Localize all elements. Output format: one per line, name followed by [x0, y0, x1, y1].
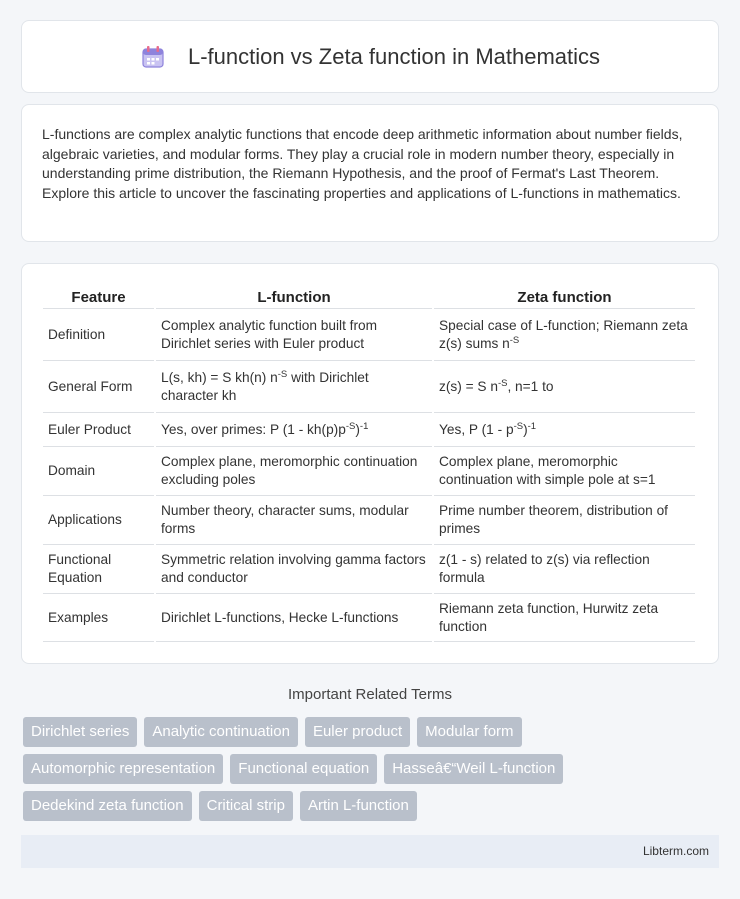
- row-l-function: Yes, over primes: P $(1 - kh(p)p^{-S})^{-1}$: [156, 412, 432, 446]
- footer: [21, 835, 719, 868]
- tag-analytic-continuation[interactable]: Analytic continuation: [144, 717, 298, 747]
- table-row: [43, 446, 695, 495]
- row-zeta-function: Yes, P $(1 - p^{-S})^{-1}$: [434, 412, 695, 446]
- tag-modular-form[interactable]: Modular form: [417, 717, 521, 747]
- tag-hasse-weil-l-function[interactable]: Hasseâ€“Weil L-function: [384, 754, 563, 784]
- title-card: [21, 20, 719, 93]
- row-zeta-function: Riemann zeta function, Hurwitz zeta function: [434, 593, 695, 642]
- tag-artin-l-function[interactable]: Artin L-function: [300, 791, 417, 821]
- row-feature: General Form: [43, 360, 154, 412]
- row-l-function: Complex plane, meromorphic continuation excluding poles: [156, 446, 432, 495]
- comparison-card: [21, 263, 719, 664]
- row-feature: Applications: [43, 495, 154, 544]
- header-feature: Feature: [71, 289, 126, 306]
- table-header-row: [43, 284, 695, 308]
- intro-card: [21, 104, 719, 242]
- tag-row: [23, 717, 723, 747]
- footer-site-link[interactable]: Libterm.com: [642, 844, 709, 858]
- calendar-icon: [140, 44, 166, 70]
- row-zeta-function: Prime number theorem, distribution of primes: [434, 495, 695, 544]
- row-feature: Domain: [43, 446, 154, 495]
- table-row: [43, 412, 695, 446]
- row-feature: Examples: [43, 593, 154, 642]
- row-l-function: Number theory, character sums, modular forms: [156, 495, 432, 544]
- related-terms: [23, 717, 723, 828]
- tag-dirichlet-series[interactable]: Dirichlet series: [23, 717, 137, 747]
- tag-automorphic-representation[interactable]: Automorphic representation: [23, 754, 223, 784]
- intro-text: L-functions are complex analytic functions that encode deep arithmetic information about number fields, algebraic varieties, and modular forms. They play a crucial role in modern number theory, especially in understanding prime distribution, the Riemann Hypothesis, and the proof of Fermat's Last Theorem. Explore this article to uncover the fascinating properties and applications of L-functions in mathematics.: [42, 126, 683, 201]
- row-zeta-function: Complex plane, meromorphic continuation with simple pole at s=1: [434, 446, 695, 495]
- comparison-table: [41, 284, 697, 642]
- tag-euler-product[interactable]: Euler product: [305, 717, 410, 747]
- row-feature: Euler Product: [43, 412, 154, 446]
- row-feature: Definition: [43, 308, 154, 360]
- table-row: [43, 593, 695, 642]
- row-feature: Functional Equation: [43, 544, 154, 593]
- row-l-function: Complex analytic function built from Dirichlet series with Euler product: [156, 308, 432, 360]
- header-l-function: L-function: [257, 289, 331, 306]
- row-zeta-function: z(s) = S $n^{-S}$, n=1 to: [434, 360, 695, 412]
- tag-row: [23, 791, 723, 821]
- row-l-function: Symmetric relation involving gamma factors and conductor: [156, 544, 432, 593]
- table-row: [43, 495, 695, 544]
- table-row: [43, 360, 695, 412]
- tag-functional-equation[interactable]: Functional equation: [230, 754, 377, 784]
- row-zeta-function: z(1 - s) related to z(s) via reflection formula: [434, 544, 695, 593]
- page-title: L-function vs Zeta function in Mathematics: [187, 43, 601, 69]
- tag-critical-strip[interactable]: Critical strip: [199, 791, 293, 821]
- tag-row: [23, 754, 723, 784]
- row-zeta-function: Special case of L-function; Riemann zeta z(s) sums $n^{-S}$: [434, 308, 695, 360]
- tag-dedekind-zeta-function[interactable]: Dedekind zeta function: [23, 791, 192, 821]
- table-row: [43, 308, 695, 360]
- row-l-function: L(s, kh) = S kh(n) $n^{-S}$ with Dirichlet character kh: [156, 360, 432, 412]
- related-terms-title: Important Related Terms: [288, 686, 452, 703]
- header-zeta-function: Zeta function: [517, 289, 612, 306]
- table-row: [43, 544, 695, 593]
- row-l-function: Dirichlet L-functions, Hecke L-functions: [156, 593, 432, 642]
